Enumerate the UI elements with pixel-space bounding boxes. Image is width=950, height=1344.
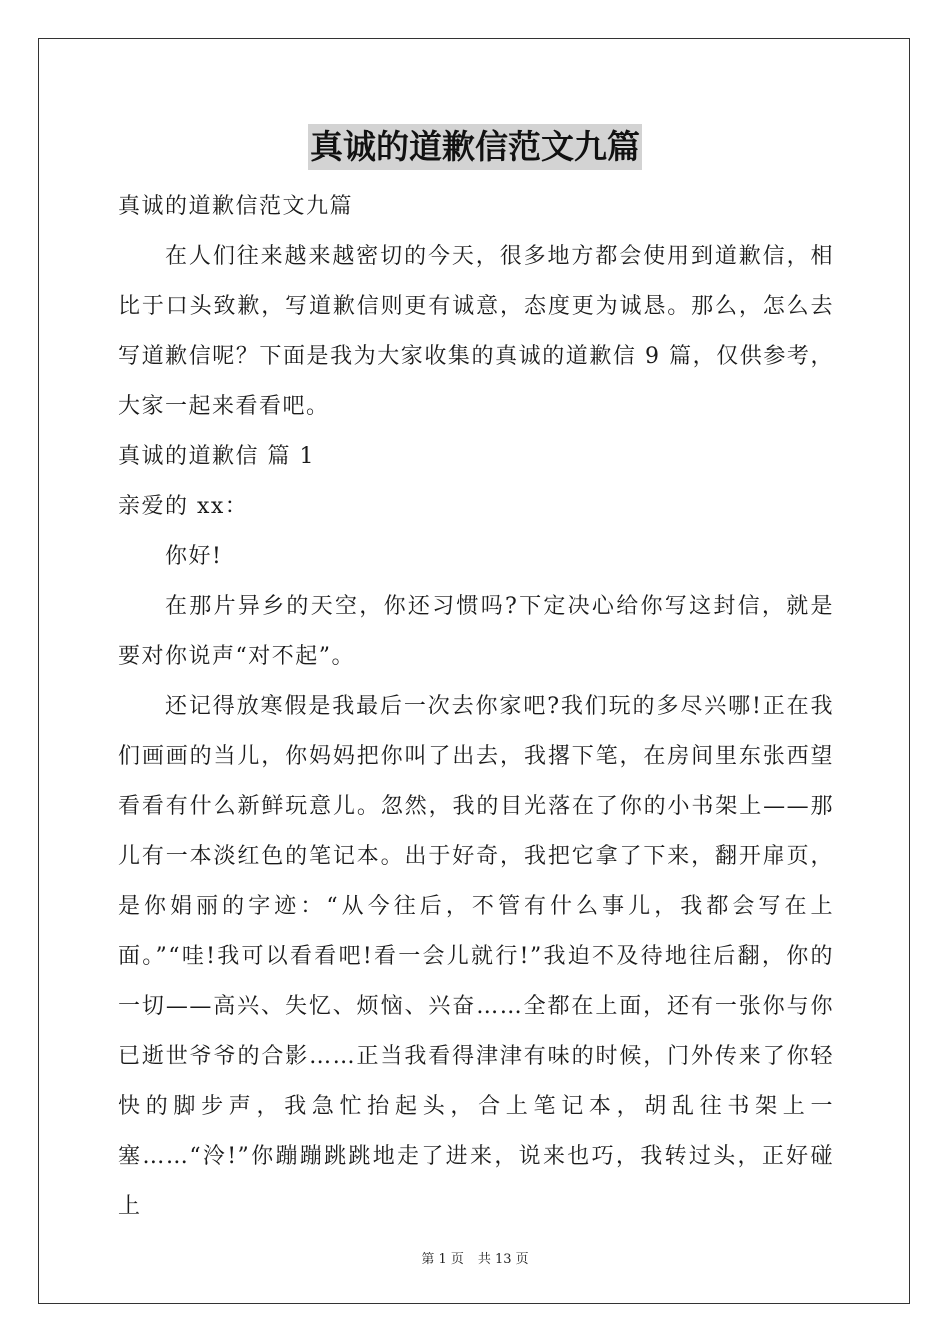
title-container [0, 124, 950, 170]
document-title: 真诚的道歉信范文九篇 [308, 124, 642, 170]
salutation: 亲爱的 xx： [118, 494, 249, 519]
page-total: 共 13 页 [477, 1252, 529, 1267]
paragraph: 还记得放寒假是我最后一次去你家吧?我们玩的多尽兴哪!正在我们画画的当儿，你妈妈把你叫了出去，我撂下笔，在房间里东张西望看看有什么新鲜玩意儿。忽然，我的目光落在了你的小书架上——那儿有一本淡红色的笔记本。出于好奇，我把它拿了下来，翻开扉页，是你娟丽的字迹：“从今往后，不管有什么事儿，我都会写在上面。”“哇!我可以看看吧!看一会儿就行!”我迫不及待地往后翻，你的一切——高兴、失忆、烦恼、兴奋……全都在上面，还有一张你与你已逝世爷爷的合影……正当我看得津津有味的时候，门外传来了你轻快的脚步声，我急忙抬起头，合上笔记本，胡乱往书架上一塞……“泠!”你蹦蹦跳跳地走了进来，说来也巧，我转过头，正好碰上 [118, 694, 834, 1219]
page-footer [0, 1248, 950, 1267]
section-heading: 真诚的道歉信 篇 1 [118, 444, 315, 469]
document-body [118, 182, 834, 1232]
paragraph-subtitle: 真诚的道歉信范文九篇 [118, 194, 354, 219]
greeting: 你好! [165, 544, 223, 569]
page-number: 第 1 页 [421, 1252, 464, 1267]
paragraph: 在那片异乡的天空，你还习惯吗?下定决心给你写这封信，就是要对你说声“对不起”。 [118, 594, 834, 669]
paragraph-intro: 在人们往来越来越密切的今天，很多地方都会使用到道歉信，相比于口头致歉，写道歉信则更有诚意，态度更为诚恳。那么，怎么去写道歉信呢？下面是我为大家收集的真诚的道歉信 9 篇，仅供参考，大家一起来看看吧。 [118, 244, 834, 419]
